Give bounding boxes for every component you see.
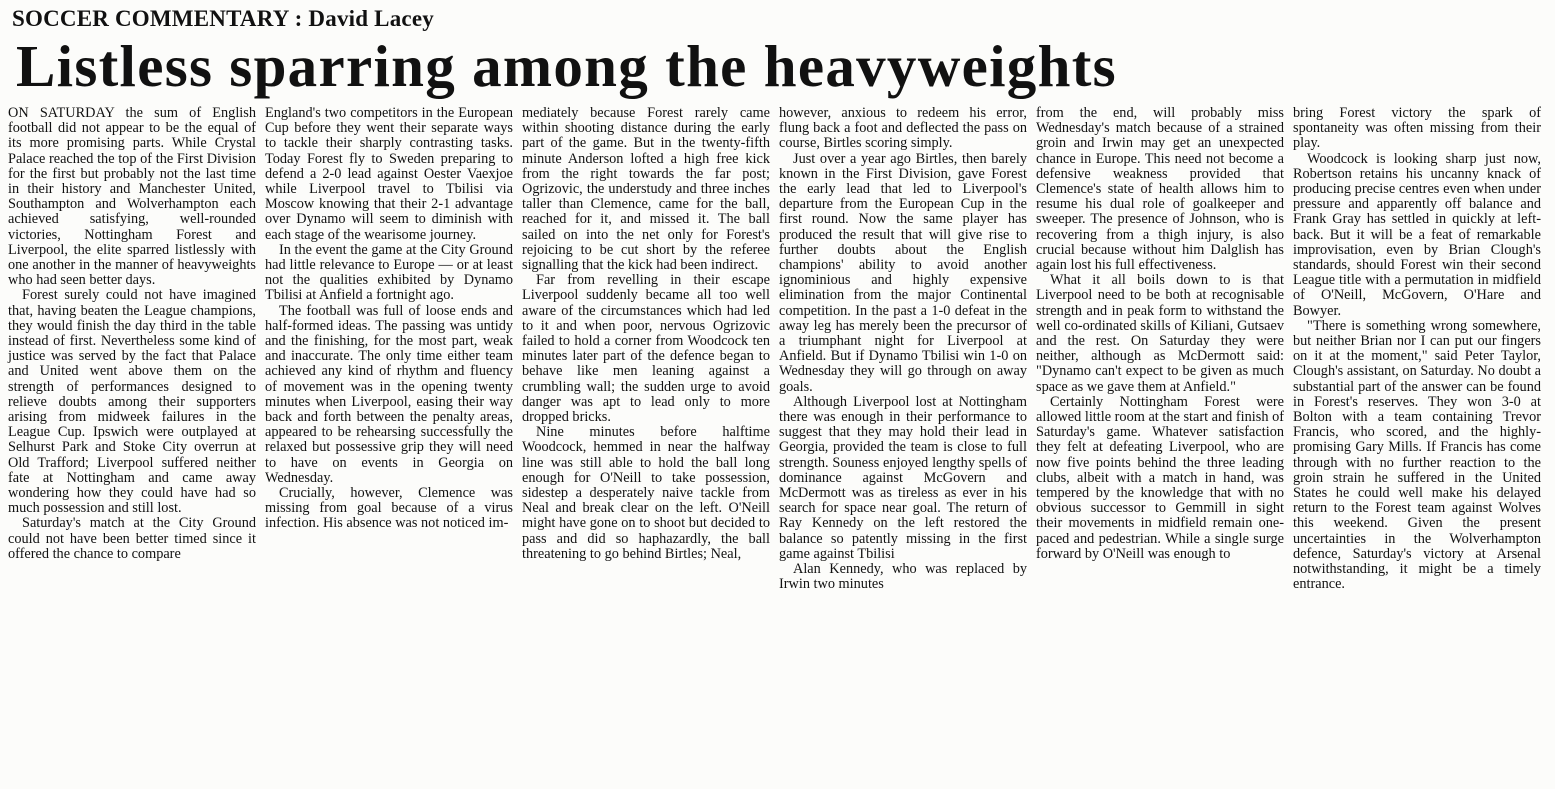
- paragraph: Far from revelling in their escape Liverpool suddenly became all too well aware of the circumstances which had led to it and when poor, nervous Ogrizovic failed to hold a corner from Woodcock ten minutes later part of the defence began to behave like men leaning against a crumbling wall; the sudden urge to avoid danger was apt to lead only to more dropped bricks.: [522, 272, 770, 426]
- article-columns: [8, 106, 1549, 593]
- article-column-6: [1293, 106, 1541, 593]
- paragraph: Crucially, however, Clemence was missing from goal because of a virus infection. His absence was not noticed im-: [265, 485, 513, 532]
- paragraph: bring Forest victory the spark of spontaneity was often missing from their play.: [1293, 105, 1541, 152]
- article-column-3: [522, 106, 770, 593]
- article-column-2: [265, 106, 513, 593]
- paragraph: Alan Kennedy, who was replaced by Irwin two minutes: [779, 561, 1027, 593]
- paragraph: What it all boils down to is that Liverpool need to be both at recognisable strength and in peak form to withstand the well co-ordinated skills of Kiliani, Gutsaev and the rest. On Saturday they were neither, although as McDermott said: "Dynamo can't expect to be given as much space as we gave them at Anfield.": [1036, 272, 1284, 395]
- paragraph: ON SATURDAY the sum of English football did not appear to be the equal of its more promising parts. While Crystal Palace reached the top of the First Division for the first but probably not the last time in their history and Manchester United, Southampton and Wolverhampton each achieved satisfying, well-rounded victories, Nottingham Forest and Liverpool, the elite sparred listlessly with one another in the manner of heavyweights who had seen better days.: [8, 105, 256, 289]
- paragraph: mediately because Forest rarely came within shooting distance during the early part of the game. But in the twenty-fifth minute Anderson lofted a high free kick from the right towards the far post; Ogrizovic, the understudy and three inches taller than Clemence, came for the ball, reached for it, and missed it. The ball sailed on into the net only for Forest's rejoicing to be cut short by the referee signalling that the kick had been indirect.: [522, 105, 770, 274]
- paragraph: Although Liverpool lost at Nottingham there was enough in their performance to suggest that they may hold their lead in Georgia, provided the team is close to full strength. Souness enjoyed lengthy spells of dominance against McGovern and McDermott was as tireless as ever in his search for space near goal. The return of Ray Kennedy on the left restored the balance so patently missing in the first game against Tbilisi: [779, 393, 1027, 562]
- section-kicker: SOCCER COMMENTARY : David Lacey: [12, 6, 434, 31]
- paragraph: Forest surely could not have imagined that, having beaten the League champions, they would finish the day third in the table instead of first. Nevertheless some kind of justice was served by the fact that Palace and United went above them on the strength of performances designed to relieve doubts among their supporters arising from midweek failures in the League Cup. Ipswich were outplayed at Selhurst Park and Stoke City overrun at Old Trafford; Liverpool suffered neither fate at Nottingham and came away wondering how they could have had so much possession and still lost.: [8, 287, 256, 517]
- paragraph: Woodcock is looking sharp just now, Robertson retains his uncanny knack of producing precise centres even when under pressure and apparently off balance and Frank Gray has settled in quickly at left-back. But it will be a feat of remarkable improvisation, even by Brian Clough's standards, should Forest win their second League title with a permutation in midfield of O'Neill, McGovern, O'Hare and Bowyer.: [1293, 150, 1541, 319]
- paragraph: Nine minutes before halftime Woodcock, hemmed in near the halfway line was still able to hold the ball long enough for O'Neill to take possession, sidestep a desperately naive tackle from Neal and break clear on the left. O'Neill might have gone on to shoot but decided to pass and did so haphazardly, the ball threatening to go behind Birtles; Neal,: [522, 424, 770, 562]
- article-column-1: [8, 106, 256, 593]
- article-column-4: [779, 106, 1027, 593]
- paragraph: Certainly Nottingham Forest were allowed little room at the start and finish of Saturday's game. Whatever satisfaction they felt at defeating Liverpool, who are now five points behind the three leading clubs, albeit with a match in hand, was tempered by the knowledge that with no obvious successor to Gemmill in sight their movements in midfield remain one-paced and pedestrian. While a single surge forward by O'Neill was enough to: [1036, 393, 1284, 562]
- paragraph: In the event the game at the City Ground had little relevance to Europe — or at least not the qualities exhibited by Dynamo Tbilisi at Anfield a fortnight ago.: [265, 241, 513, 304]
- paragraph: The football was full of loose ends and half-formed ideas. The passing was untidy and the finishing, for the most part, weak and inaccurate. The only time either team achieved any kind of rhythm and fluency of movement was in the opening twenty minutes when Liverpool, easing their way back and forth between the penalty areas, appeared to be rehearsing successfully the relaxed but possessive grip they will need to have on events in Georgia on Wednesday.: [265, 302, 513, 486]
- headline: Listless sparring among the heavyweights: [16, 33, 1117, 99]
- article-column-5: [1036, 106, 1284, 593]
- paragraph: from the end, will probably miss Wednesday's match because of a strained groin and Irwin may get an unexpected chance in Europe. This need not become a defensive weakness provided that Clemence's state of health allows him to resume his dual role of goalkeeper and sweeper. The presence of Johnson, who is recovering from a thigh injury, is also crucial because without him Dalglish has again lost his full effectiveness.: [1036, 105, 1284, 274]
- paragraph: Saturday's match at the City Ground could not have been better timed since it offered the chance to compare: [8, 515, 256, 562]
- paragraph: England's two competitors in the European Cup before they went their separate ways to tackle their sharply contrasting tasks. Today Forest fly to Sweden preparing to defend a 2-0 lead against Oester Vaexjoe while Liverpool travel to Tbilisi via Moscow knowing that their 2-1 advantage over Dynamo will seem to diminish with each stage of the wearisome journey.: [265, 105, 513, 243]
- paragraph: Just over a year ago Birtles, then barely known in the First Division, gave Forest the early lead that led to Liverpool's departure from the European Cup in the first round. Now the same player has produced the result that will give rise to further doubts about the English champions' ability to avoid another ignominious and highly expensive elimination from the major Continental competition. In the past a 1-0 defeat in the away leg has merely been the precursor of a triumphant night for Liverpool at Anfield. But if Dynamo Tbilisi win 1-0 on Wednesday they will go through on away goals.: [779, 150, 1027, 395]
- paragraph: however, anxious to redeem his error, flung back a foot and deflected the pass on course, Birtles scoring simply.: [779, 105, 1027, 152]
- paragraph: "There is something wrong somewhere, but neither Brian nor I can put our fingers on it at the moment," said Peter Taylor, Clough's assistant, on Saturday. No doubt a substantial part of the answer can be found in Forest's reserves. They won 3-0 at Bolton with a team containing Trevor Francis, who scored, and the highly-promising Gary Mills. If Francis has come through with no further reaction to the groin strain he suffered in the United States he could well make his delayed return to the Forest team against Wolves this weekend. Given the present uncertainties in the Wolverhampton defence, Saturday's victory at Arsenal notwithstanding, it might be a timely entrance.: [1293, 317, 1541, 593]
